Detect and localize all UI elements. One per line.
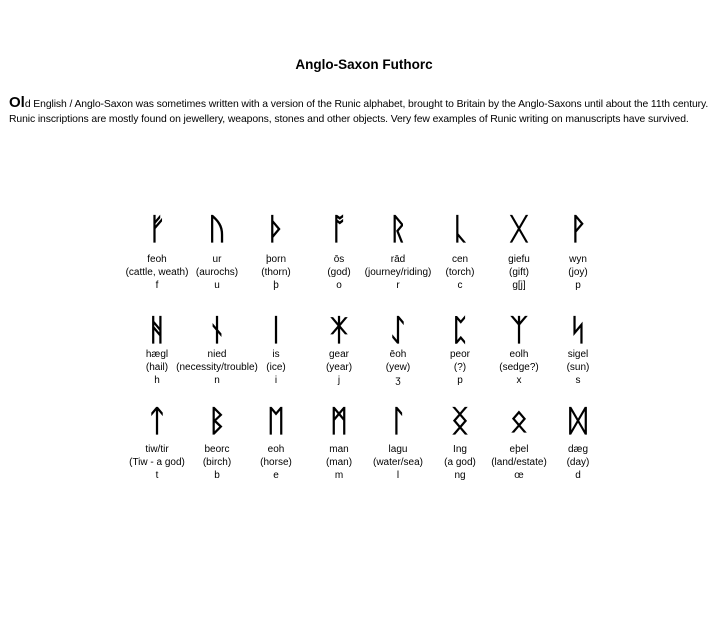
- rune-name: feoh: [147, 254, 167, 265]
- rune-meaning: (joy): [568, 267, 588, 278]
- rune-transliteration: f: [155, 280, 159, 291]
- rune-meaning: (torch): [445, 267, 475, 278]
- rune-transliteration: n: [214, 375, 220, 386]
- rune-transliteration: i: [274, 375, 278, 386]
- rune-transliteration: c: [457, 280, 463, 291]
- rad-rune-icon: ᚱ: [389, 212, 407, 247]
- rune-name: Ing: [453, 444, 467, 455]
- rune-transliteration: g[j]: [512, 280, 526, 291]
- rune-meaning: (sun): [566, 362, 590, 373]
- eolh-rune-icon: ᛉ: [510, 313, 528, 348]
- rune-transliteration: t: [155, 470, 159, 481]
- rune-name: ur: [212, 254, 222, 265]
- rune-transliteration: ʒ: [395, 375, 401, 386]
- rune-name: eþel: [509, 444, 529, 455]
- rune-transliteration: x: [516, 375, 522, 386]
- ethel-rune-icon: ᛟ: [510, 404, 528, 439]
- rune-meaning: (gift): [509, 267, 529, 278]
- rune-name: ēoh: [389, 349, 407, 360]
- feoh-rune-icon: ᚠ: [148, 212, 166, 247]
- rune-meaning: (journey/riding): [364, 267, 432, 278]
- peor-rune-icon: ᛈ: [451, 313, 469, 348]
- rune-meaning: (a god): [444, 457, 476, 468]
- rune-meaning: (land/estate): [491, 457, 547, 468]
- rune-name: giefu: [508, 254, 530, 265]
- rune-transliteration: h: [154, 375, 160, 386]
- rune-transliteration: o: [336, 280, 342, 291]
- eoh-horse-rune-icon: ᛖ: [267, 404, 285, 439]
- rune-name: sigel: [567, 349, 589, 360]
- rune-name: peor: [449, 349, 470, 360]
- rune-name: beorc: [204, 444, 230, 455]
- sigel-rune-icon: ᛋ: [569, 313, 587, 348]
- giefu-rune-icon: ᚷ: [510, 212, 528, 247]
- is-rune-icon: ᛁ: [267, 313, 285, 348]
- rune-transliteration: þ: [273, 280, 279, 291]
- rune-name: ōs: [333, 254, 345, 265]
- rune-name: is: [272, 349, 280, 360]
- rune-name: þorn: [265, 254, 286, 265]
- rune-meaning: (aurochs): [195, 267, 239, 278]
- rune-name: cen: [451, 254, 469, 265]
- rune-meaning: (horse): [260, 457, 292, 468]
- rune-meaning: (necessity/trouble): [176, 362, 258, 373]
- rune-meaning: (hail): [145, 362, 169, 373]
- lagu-rune-icon: ᛚ: [389, 404, 407, 439]
- rune-meaning: (Tiw - a god): [129, 457, 185, 468]
- rune-name: eoh: [267, 444, 285, 455]
- tiw-rune-icon: ᛏ: [148, 404, 166, 439]
- ur-rune-icon: ᚢ: [208, 212, 226, 247]
- rune-transliteration: œ: [514, 470, 524, 481]
- nied-rune-icon: ᚾ: [208, 313, 226, 348]
- rune-transliteration: s: [575, 375, 581, 386]
- rune-name: rād: [390, 254, 406, 265]
- rune-meaning: (yew): [385, 362, 411, 373]
- rune-transliteration: j: [337, 375, 341, 386]
- rune-transliteration: ng: [454, 470, 466, 481]
- rune-transliteration: p: [457, 375, 463, 386]
- page-title: Anglo-Saxon Futhorc: [295, 57, 433, 72]
- rune-transliteration: e: [273, 470, 279, 481]
- rune-name: man: [329, 444, 349, 455]
- thorn-rune-icon: ᚦ: [267, 212, 285, 247]
- rune-transliteration: b: [214, 470, 220, 481]
- rune-meaning: (cattle, weath): [125, 267, 189, 278]
- rune-name: gear: [328, 349, 349, 360]
- intro-lead: Ol: [9, 94, 25, 111]
- rune-meaning: (man): [325, 457, 353, 468]
- rune-meaning: (year): [325, 362, 353, 373]
- daeg-rune-icon: ᛞ: [569, 404, 587, 439]
- eoh-yew-rune-icon: ᛇ: [389, 313, 407, 348]
- rune-name: lagu: [388, 444, 408, 455]
- gear-rune-icon: ᛡ: [330, 313, 348, 348]
- rune-meaning: (day): [566, 457, 590, 468]
- rune-meaning: (?): [453, 362, 467, 373]
- rune-name: tiw/tir: [145, 444, 169, 455]
- rune-meaning: (birch): [202, 457, 232, 468]
- rune-transliteration: p: [575, 280, 581, 291]
- rune-meaning: (ice): [266, 362, 286, 373]
- rune-name: wyn: [569, 254, 587, 265]
- rune-name: eolh: [509, 349, 529, 360]
- rune-meaning: (god): [327, 267, 351, 278]
- rune-meaning: (water/sea): [372, 457, 423, 468]
- rune-transliteration: m: [334, 470, 344, 481]
- intro-text: d English / Anglo-Saxon was sometimes written with a version of the Runic alphabet, brought to Britain by the Anglo-Saxons until about the 11th century. Runic inscriptions are mostly found on jewellery, weapons, stones and other objects. Very few examples of Runic writing on manuscripts have survived.: [9, 99, 709, 125]
- haegl-rune-icon: ᚻ: [148, 313, 166, 348]
- rune-meaning: (thorn): [261, 267, 291, 278]
- beorc-rune-icon: ᛒ: [208, 404, 226, 439]
- os-rune-icon: ᚩ: [330, 212, 348, 247]
- wyn-rune-icon: ᚹ: [569, 212, 587, 247]
- ing-rune-icon: ᛝ: [451, 404, 469, 439]
- rune-transliteration: u: [214, 280, 220, 291]
- rune-name: hægl: [145, 349, 169, 360]
- rune-transliteration: r: [396, 280, 400, 291]
- rune-name: dæg: [567, 444, 588, 455]
- cen-rune-icon: ᚳ: [451, 212, 469, 247]
- rune-transliteration: l: [396, 470, 400, 481]
- rune-name: nied: [207, 349, 227, 360]
- man-rune-icon: ᛗ: [330, 404, 348, 439]
- rune-transliteration: d: [575, 470, 581, 481]
- rune-meaning: (sedge?): [499, 362, 539, 373]
